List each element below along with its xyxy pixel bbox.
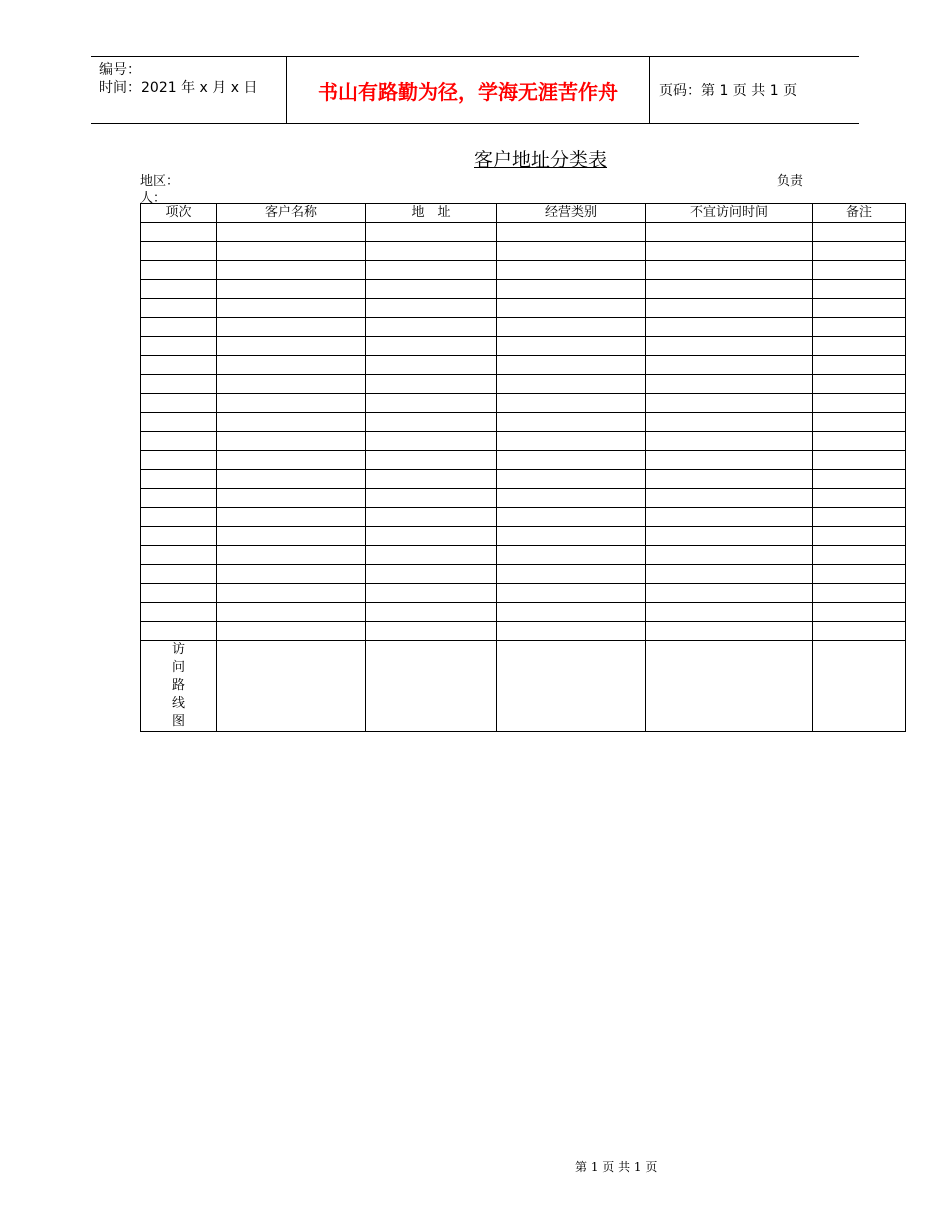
table-cell[interactable] [646, 318, 813, 337]
table-cell[interactable] [813, 603, 906, 622]
table-cell[interactable] [813, 451, 906, 470]
table-cell[interactable] [497, 489, 646, 508]
table-row [141, 546, 906, 565]
table-cell[interactable] [217, 356, 366, 375]
table-cell[interactable] [141, 508, 217, 527]
table-cell[interactable] [366, 508, 497, 527]
table-cell[interactable] [497, 470, 646, 489]
table-cell[interactable] [217, 584, 366, 603]
column-header-customer-name: 客户名称 [217, 204, 366, 223]
table-cell[interactable] [141, 337, 217, 356]
route-label-char: 图 [171, 714, 185, 729]
header-page-info: 页码：第 1 页 共 1 页 [659, 83, 798, 99]
table-cell[interactable] [497, 280, 646, 299]
table-cell[interactable] [813, 470, 906, 489]
table-cell[interactable] [497, 356, 646, 375]
table-cell[interactable] [497, 451, 646, 470]
table-cell[interactable] [646, 622, 813, 641]
header-meta-cell [91, 57, 287, 123]
table-cell[interactable] [646, 223, 813, 242]
table-cell[interactable] [497, 261, 646, 280]
table-cell[interactable] [217, 508, 366, 527]
route-cell[interactable] [497, 641, 646, 732]
table-cell[interactable] [646, 261, 813, 280]
table-cell[interactable] [497, 603, 646, 622]
table-row [141, 584, 906, 603]
table-cell[interactable] [646, 242, 813, 261]
table-cell[interactable] [813, 584, 906, 603]
table-cell[interactable] [366, 527, 497, 546]
table-cell[interactable] [813, 622, 906, 641]
table-cell[interactable] [813, 546, 906, 565]
table-cell[interactable] [366, 299, 497, 318]
table-row [141, 565, 906, 584]
table-cell[interactable] [217, 622, 366, 641]
table-cell[interactable] [813, 489, 906, 508]
table-cell[interactable] [646, 546, 813, 565]
table-row [141, 470, 906, 489]
number-label: 编号： [99, 62, 141, 78]
table-cell[interactable] [141, 451, 217, 470]
table-cell[interactable] [366, 356, 497, 375]
table-cell[interactable] [813, 375, 906, 394]
table-cell[interactable] [217, 299, 366, 318]
route-map-label-cell [141, 641, 217, 732]
route-cell[interactable] [646, 641, 813, 732]
table-cell[interactable] [141, 261, 217, 280]
table-cell[interactable] [813, 432, 906, 451]
column-header-remarks: 备注 [813, 204, 906, 223]
table-cell[interactable] [366, 546, 497, 565]
table-cell[interactable] [141, 299, 217, 318]
owner-label-part2: 人： [140, 191, 167, 206]
table-cell[interactable] [646, 356, 813, 375]
table-row [141, 413, 906, 432]
table-row [141, 242, 906, 261]
column-header-no-visit-time: 不宜访问时间 [646, 204, 813, 223]
table-cell[interactable] [646, 413, 813, 432]
route-label-char: 问 [171, 660, 185, 675]
table-row [141, 489, 906, 508]
table-cell[interactable] [217, 565, 366, 584]
table-cell[interactable] [497, 413, 646, 432]
table-cell[interactable] [141, 318, 217, 337]
table-cell[interactable] [646, 280, 813, 299]
table-cell[interactable] [217, 242, 366, 261]
table-cell[interactable] [497, 337, 646, 356]
table-cell[interactable] [366, 622, 497, 641]
table-header-row [141, 204, 906, 223]
table-cell[interactable] [366, 565, 497, 584]
table-cell[interactable] [813, 223, 906, 242]
table-cell[interactable] [141, 489, 217, 508]
table-cell[interactable] [497, 508, 646, 527]
table-row [141, 318, 906, 337]
route-label-char: 访 [171, 642, 185, 657]
table-cell[interactable] [366, 584, 497, 603]
table-cell[interactable] [366, 603, 497, 622]
route-label-char: 线 [171, 696, 185, 711]
table-cell[interactable] [646, 565, 813, 584]
route-label-char: 路 [171, 678, 185, 693]
table-cell[interactable] [813, 318, 906, 337]
table-row [141, 337, 906, 356]
table-cell[interactable] [813, 242, 906, 261]
table-cell[interactable] [497, 375, 646, 394]
table-cell[interactable] [366, 261, 497, 280]
table-cell[interactable] [366, 223, 497, 242]
table-cell[interactable] [217, 546, 366, 565]
table-row [141, 280, 906, 299]
table-cell[interactable] [141, 242, 217, 261]
table-cell[interactable] [497, 622, 646, 641]
region-label: 地区： [140, 174, 180, 189]
table-cell[interactable] [217, 280, 366, 299]
table-cell[interactable] [813, 356, 906, 375]
table-cell[interactable] [497, 318, 646, 337]
table-cell[interactable] [217, 489, 366, 508]
table-cell[interactable] [141, 565, 217, 584]
table-cell[interactable] [217, 223, 366, 242]
table-cell[interactable] [646, 432, 813, 451]
table-cell[interactable] [217, 337, 366, 356]
table-cell[interactable] [813, 280, 906, 299]
column-header-address: 地 址 [366, 204, 497, 223]
table-cell[interactable] [217, 261, 366, 280]
table-cell[interactable] [217, 527, 366, 546]
table-cell[interactable] [646, 451, 813, 470]
table-cell[interactable] [813, 413, 906, 432]
table-cell[interactable] [141, 546, 217, 565]
table-row [141, 432, 906, 451]
table-cell[interactable] [366, 242, 497, 261]
table-cell[interactable] [646, 508, 813, 527]
table-cell[interactable] [366, 470, 497, 489]
table-row [141, 622, 906, 641]
table-cell[interactable] [217, 375, 366, 394]
table-cell[interactable] [813, 394, 906, 413]
table-cell[interactable] [141, 375, 217, 394]
column-header-item-no: 项次 [141, 204, 217, 223]
table-cell[interactable] [646, 527, 813, 546]
table-cell[interactable] [646, 489, 813, 508]
table-row [141, 394, 906, 413]
table-cell[interactable] [646, 337, 813, 356]
table-row [141, 223, 906, 242]
table-cell[interactable] [141, 394, 217, 413]
table-cell[interactable] [646, 299, 813, 318]
table-body [141, 223, 906, 732]
table-cell[interactable] [366, 318, 497, 337]
route-cell[interactable] [366, 641, 497, 732]
form-title: 客户地址分类表 [474, 149, 608, 171]
table-cell[interactable] [141, 622, 217, 641]
table-cell[interactable] [366, 394, 497, 413]
table-cell[interactable] [646, 470, 813, 489]
table-cell[interactable] [497, 223, 646, 242]
table-cell[interactable] [141, 584, 217, 603]
table-cell[interactable] [366, 432, 497, 451]
header-motto: 书山有路勤为径，学海无涯苦作舟 [287, 57, 650, 123]
table-cell[interactable] [217, 451, 366, 470]
table-cell[interactable] [497, 394, 646, 413]
route-cell[interactable] [217, 641, 366, 732]
table-cell[interactable] [366, 337, 497, 356]
table-cell[interactable] [813, 508, 906, 527]
table-row [141, 375, 906, 394]
table-cell[interactable] [646, 584, 813, 603]
table-cell[interactable] [646, 375, 813, 394]
table-row [141, 603, 906, 622]
table-cell[interactable] [497, 546, 646, 565]
table-cell[interactable] [497, 584, 646, 603]
table-cell[interactable] [366, 413, 497, 432]
table-cell[interactable] [497, 565, 646, 584]
table-cell[interactable] [646, 603, 813, 622]
table-cell[interactable] [366, 489, 497, 508]
table-cell[interactable] [366, 451, 497, 470]
time-label: 时间：2021 年 x 月 x 日 [99, 80, 258, 96]
table-cell[interactable] [366, 280, 497, 299]
route-map-row [141, 641, 906, 732]
table-row [141, 356, 906, 375]
table-cell[interactable] [141, 603, 217, 622]
table-cell[interactable] [813, 337, 906, 356]
owner-label-part1: 负责 [777, 174, 804, 189]
table-cell[interactable] [497, 242, 646, 261]
table-cell[interactable] [217, 470, 366, 489]
table-cell[interactable] [217, 394, 366, 413]
document-header [91, 56, 859, 124]
customer-address-table [140, 203, 906, 732]
column-header-business-type: 经营类别 [497, 204, 646, 223]
table-cell[interactable] [366, 375, 497, 394]
table-row [141, 451, 906, 470]
table-cell[interactable] [646, 394, 813, 413]
table-cell[interactable] [217, 413, 366, 432]
table-cell[interactable] [497, 299, 646, 318]
table-cell[interactable] [813, 565, 906, 584]
table-cell[interactable] [217, 318, 366, 337]
table-row [141, 299, 906, 318]
table-row [141, 261, 906, 280]
table-cell[interactable] [141, 280, 217, 299]
table-cell[interactable] [141, 470, 217, 489]
table-cell[interactable] [141, 432, 217, 451]
table-cell[interactable] [141, 356, 217, 375]
table-cell[interactable] [497, 432, 646, 451]
table-cell[interactable] [497, 527, 646, 546]
table-cell[interactable] [141, 223, 217, 242]
table-cell[interactable] [813, 299, 906, 318]
table-row [141, 527, 906, 546]
route-cell[interactable] [813, 641, 906, 732]
table-cell[interactable] [217, 603, 366, 622]
table-cell[interactable] [813, 261, 906, 280]
table-row [141, 508, 906, 527]
table-cell[interactable] [141, 527, 217, 546]
table-cell[interactable] [141, 413, 217, 432]
table-cell[interactable] [217, 432, 366, 451]
page-footer: 第 1 页 共 1 页 [575, 1160, 658, 1174]
table-cell[interactable] [813, 527, 906, 546]
